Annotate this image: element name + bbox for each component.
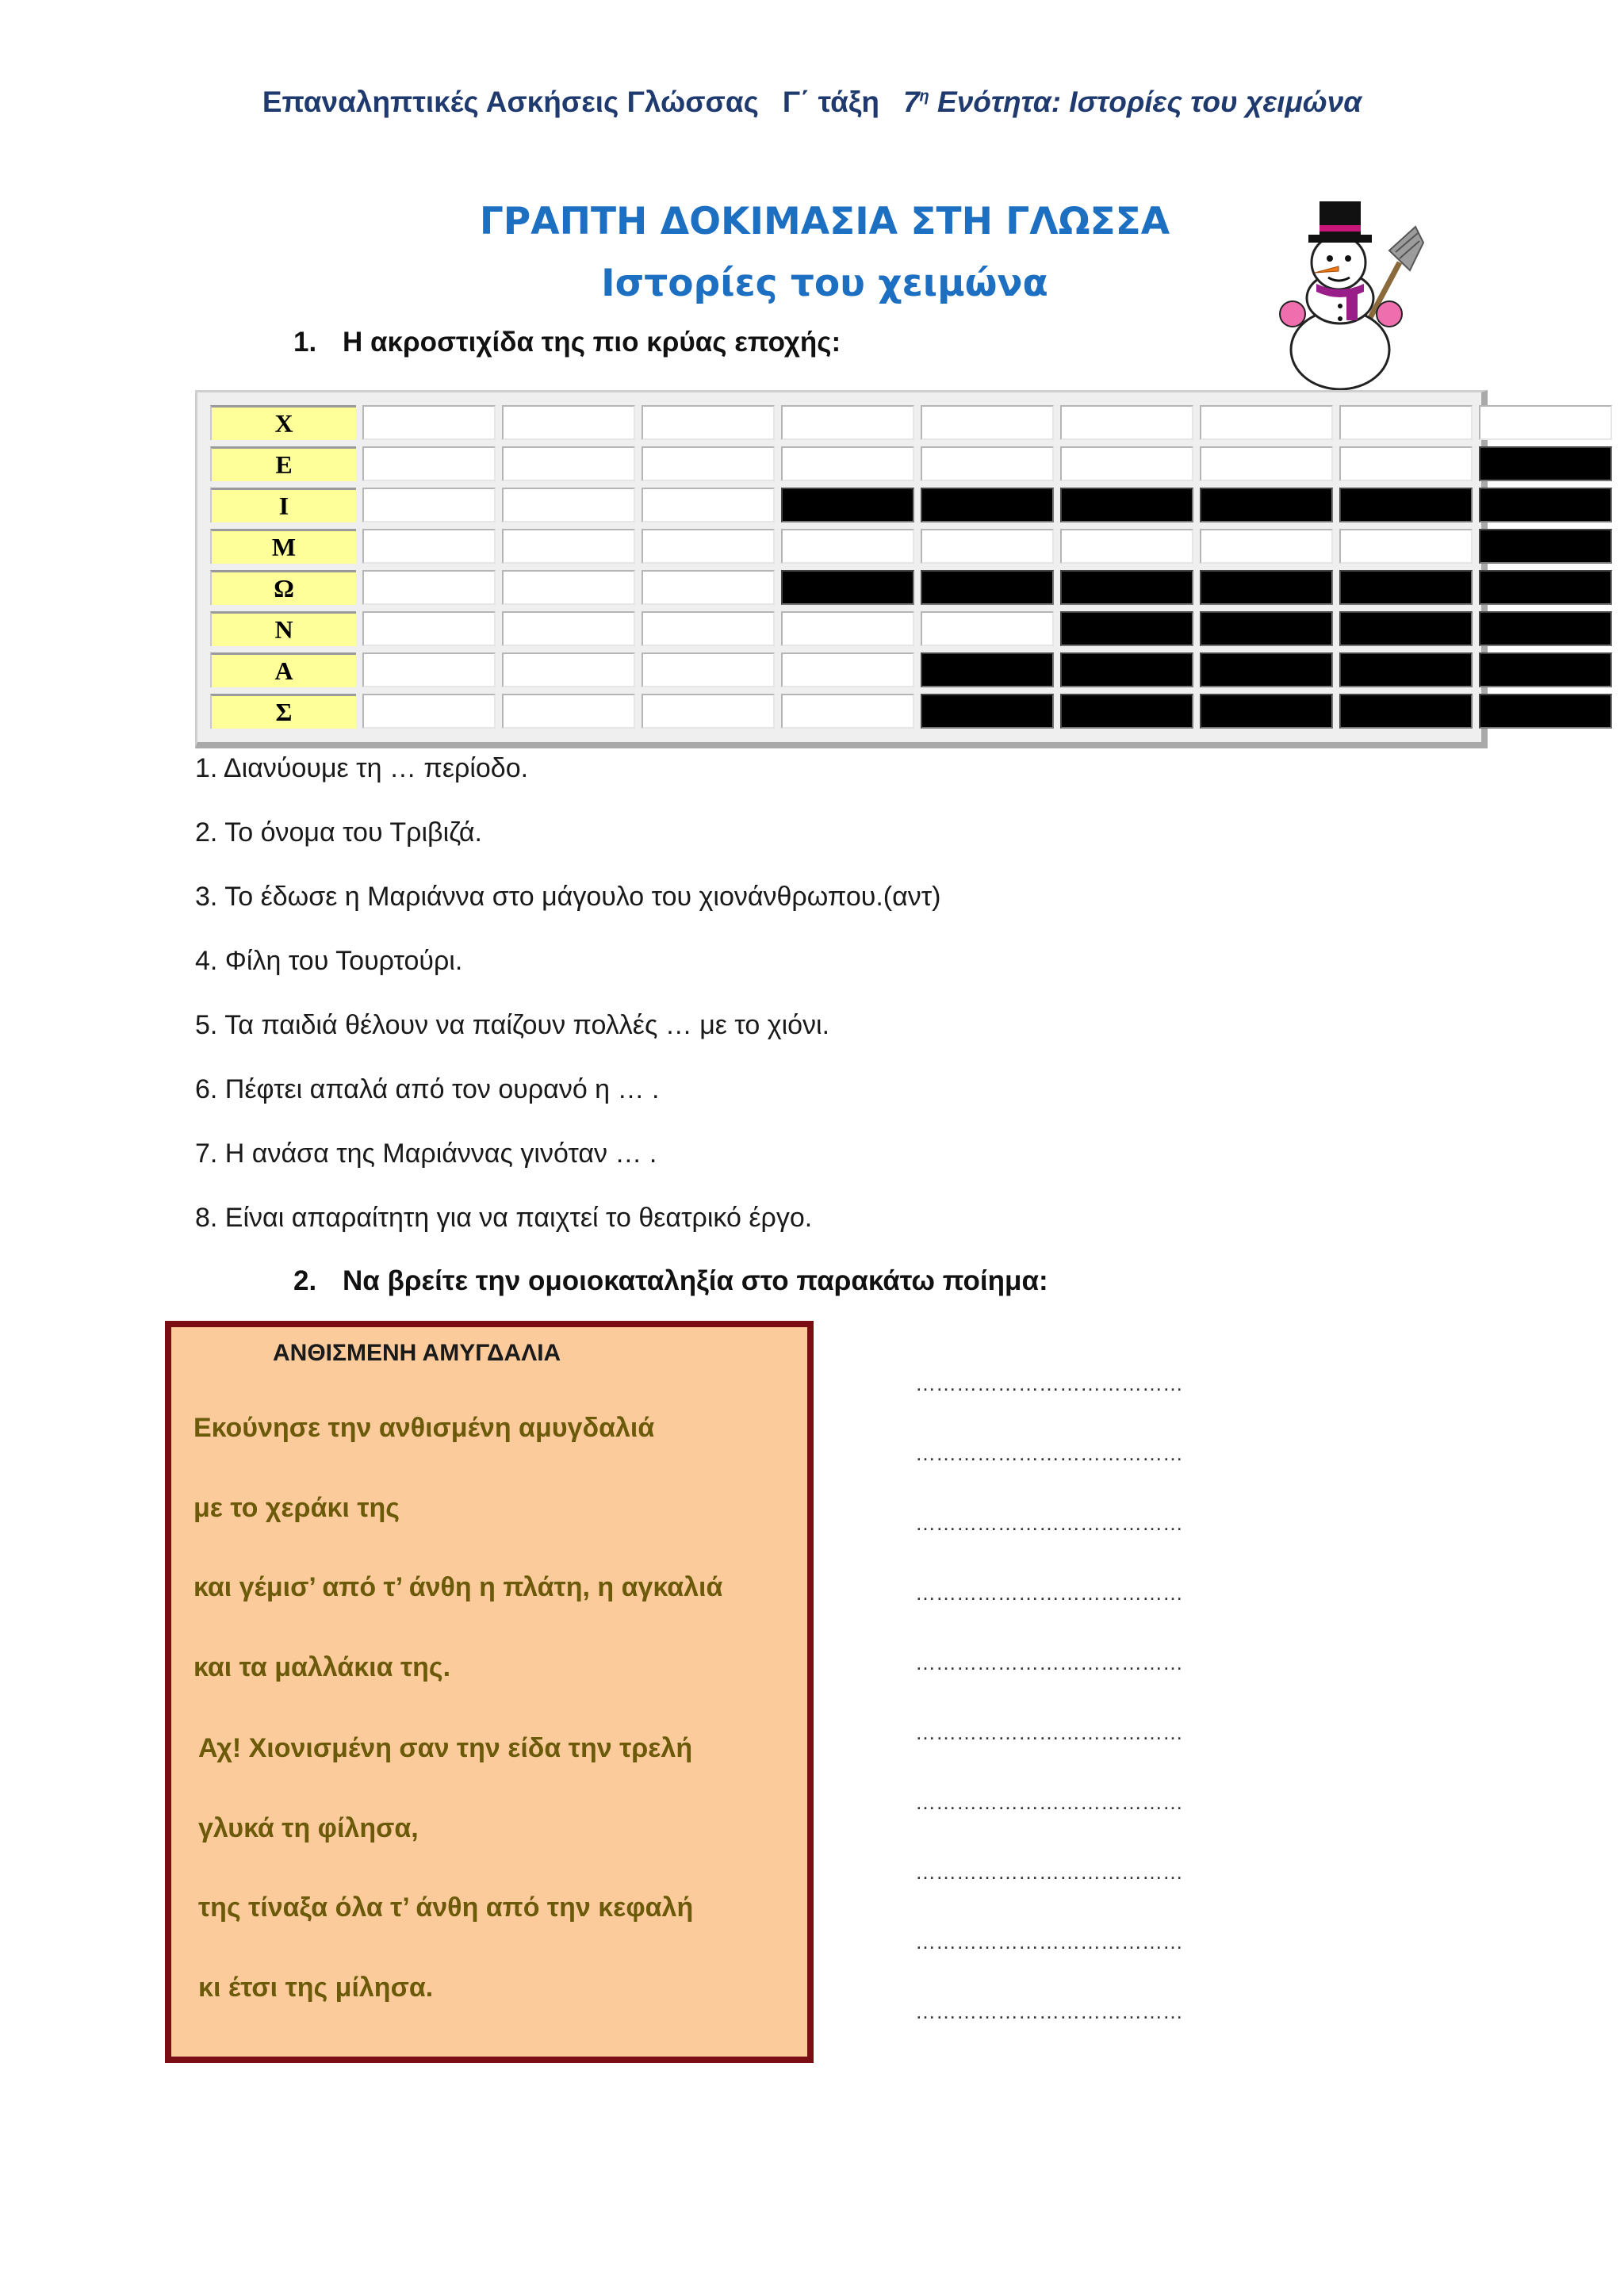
acrostic-letter-cell: Α <box>210 652 356 687</box>
acrostic-blocked-cell <box>921 570 1054 605</box>
page-header <box>0 86 1624 119</box>
acrostic-blocked-cell <box>1339 694 1473 729</box>
acrostic-blocked-cell <box>781 570 914 605</box>
acrostic-blocked-cell <box>1200 611 1333 646</box>
clue-item: 5. Τα παιδιά θέλουν να παίζουν πολλές … με το χιόνι. <box>195 1010 830 1040</box>
question-2-heading: 2. Να βρείτε την ομοιοκαταληξία στο παρακάτω ποίημα: <box>293 1265 1048 1296</box>
header-subject: Επαναληπτικές Ασκήσεις Γλώσσας <box>262 86 759 118</box>
acrostic-answer-cell[interactable] <box>1339 446 1473 481</box>
acrostic-answer-cell[interactable] <box>642 611 775 646</box>
acrostic-answer-cell[interactable] <box>502 570 635 605</box>
acrostic-blocked-cell <box>1060 694 1193 729</box>
acrostic-blocked-cell <box>1479 488 1612 522</box>
poem-line: και γέμισ’ από τ’ άνθη η πλάτη, η αγκαλιά <box>193 1572 723 1602</box>
acrostic-letter-cell: Ω <box>210 570 356 605</box>
clue-item: 4. Φίλη του Τουρτούρι. <box>195 946 463 976</box>
poem-line: της τίναξα όλα τ’ άνθη από την κεφαλή <box>198 1892 694 1923</box>
acrostic-blocked-cell <box>1479 570 1612 605</box>
acrostic-answer-cell[interactable] <box>1060 446 1193 481</box>
acrostic-blocked-cell <box>1479 446 1612 481</box>
acrostic-answer-cell[interactable] <box>781 652 914 687</box>
clue-item: 2. Το όνομα του Τριβιζά. <box>195 817 482 848</box>
acrostic-blocked-cell <box>921 652 1054 687</box>
acrostic-answer-cell[interactable] <box>781 611 914 646</box>
acrostic-answer-cell[interactable] <box>362 570 496 605</box>
acrostic-blocked-cell <box>1339 652 1473 687</box>
acrostic-answer-cell[interactable] <box>1060 529 1193 564</box>
acrostic-answer-cell[interactable] <box>921 446 1054 481</box>
acrostic-letter-cell: Ι <box>210 488 356 522</box>
poem-title: ΑΝΘΙΣΜΕΝΗ ΑΜΥΓΔΑΛΙΑ <box>273 1340 561 1366</box>
acrostic-answer-cell[interactable] <box>1200 529 1333 564</box>
acrostic-answer-cell[interactable] <box>642 694 775 729</box>
acrostic-answer-cell[interactable] <box>502 446 635 481</box>
acrostic-blocked-cell <box>1479 611 1612 646</box>
acrostic-letter-cell: Χ <box>210 405 356 440</box>
acrostic-answer-cell[interactable] <box>1339 405 1473 440</box>
answer-line[interactable]: ………………………………… <box>915 1441 1183 1465</box>
snowman-icon <box>1253 195 1435 393</box>
acrostic-blocked-cell <box>1200 488 1333 522</box>
header-grade: Γ΄ τάξη <box>782 86 879 118</box>
acrostic-answer-cell[interactable] <box>642 652 775 687</box>
acrostic-answer-cell[interactable] <box>1479 405 1612 440</box>
clue-item: 1. Διανύουμε τη … περίοδο. <box>195 753 529 783</box>
acrostic-answer-cell[interactable] <box>502 652 635 687</box>
acrostic-blocked-cell <box>1060 488 1193 522</box>
clue-item: 8. Είναι απαραίτητη για να παιχτεί το θεατρικό έργο. <box>195 1203 813 1233</box>
acrostic-answer-cell[interactable] <box>921 405 1054 440</box>
header-unit: $7^\eta$ Ενότητα: Ιστορίες του χειμώνα <box>902 86 1362 118</box>
answer-line[interactable]: ………………………………… <box>915 1720 1183 1744</box>
acrostic-answer-cell[interactable] <box>362 488 496 522</box>
acrostic-letter-cell: Σ <box>210 694 356 729</box>
acrostic-grid <box>195 390 1488 748</box>
acrostic-blocked-cell <box>1479 694 1612 729</box>
test-subtitle: Ιστορίες του χειμώνα <box>601 262 1048 305</box>
acrostic-blocked-cell <box>1200 652 1333 687</box>
acrostic-answer-cell[interactable] <box>642 446 775 481</box>
test-title: ΓΡΑΠΤΗ ΔΟΚΙΜΑΣΙΑ ΣΤΗ ΓΛΩΣΣΑ <box>479 200 1170 243</box>
poem-line: κι έτσι της μίλησα. <box>198 1973 434 2003</box>
acrostic-answer-cell[interactable] <box>1060 405 1193 440</box>
acrostic-blocked-cell <box>1060 611 1193 646</box>
acrostic-answer-cell[interactable] <box>502 694 635 729</box>
acrostic-answer-cell[interactable] <box>642 405 775 440</box>
acrostic-blocked-cell <box>781 488 914 522</box>
answer-line[interactable]: ………………………………… <box>915 1999 1183 2023</box>
acrostic-blocked-cell <box>921 694 1054 729</box>
poem-line: Αχ! Χιονισμένη σαν την είδα την τρελή <box>198 1733 693 1763</box>
acrostic-answer-cell[interactable] <box>502 488 635 522</box>
acrostic-blocked-cell <box>1339 488 1473 522</box>
acrostic-answer-cell[interactable] <box>781 405 914 440</box>
acrostic-answer-cell[interactable] <box>502 529 635 564</box>
acrostic-letter-cell: Ε <box>210 446 356 481</box>
acrostic-answer-cell[interactable] <box>362 446 496 481</box>
acrostic-answer-cell[interactable] <box>1339 529 1473 564</box>
acrostic-answer-cell[interactable] <box>362 694 496 729</box>
acrostic-answer-cell[interactable] <box>642 529 775 564</box>
clue-item: 6. Πέφτει απαλά από τον ουρανό η … . <box>195 1074 660 1104</box>
acrostic-letter-cell: Ν <box>210 611 356 646</box>
acrostic-answer-cell[interactable] <box>1200 446 1333 481</box>
clue-item: 3. Το έδωσε η Μαριάννα στο μάγουλο του χιονάνθρωπου.(αντ) <box>195 882 941 912</box>
acrostic-answer-cell[interactable] <box>642 570 775 605</box>
answer-line[interactable]: ………………………………… <box>915 1511 1183 1535</box>
answer-line[interactable]: ………………………………… <box>915 1372 1183 1395</box>
acrostic-answer-cell[interactable] <box>642 488 775 522</box>
acrostic-blocked-cell <box>1339 570 1473 605</box>
answer-line[interactable]: ………………………………… <box>915 1790 1183 1814</box>
acrostic-answer-cell[interactable] <box>781 446 914 481</box>
acrostic-answer-cell[interactable] <box>921 611 1054 646</box>
acrostic-answer-cell[interactable] <box>781 529 914 564</box>
poem-line: γλυκά τη φίλησα, <box>198 1813 419 1843</box>
acrostic-answer-cell[interactable] <box>502 405 635 440</box>
acrostic-blocked-cell <box>1060 652 1193 687</box>
acrostic-answer-cell[interactable] <box>502 611 635 646</box>
answer-line[interactable]: ………………………………… <box>915 1930 1183 1954</box>
acrostic-blocked-cell <box>1060 570 1193 605</box>
acrostic-blocked-cell <box>1339 611 1473 646</box>
answer-line[interactable]: ………………………………… <box>915 1651 1183 1674</box>
acrostic-blocked-cell <box>1200 694 1333 729</box>
acrostic-answer-cell[interactable] <box>362 529 496 564</box>
acrostic-answer-cell[interactable] <box>362 611 496 646</box>
acrostic-blocked-cell <box>921 488 1054 522</box>
acrostic-letter-cell: Μ <box>210 529 356 564</box>
poem-line: και τα μαλλάκια της. <box>193 1652 451 1682</box>
answer-line[interactable]: ………………………………… <box>915 1860 1183 1884</box>
poem-line: με το χεράκι της <box>193 1493 400 1523</box>
acrostic-answer-cell[interactable] <box>362 652 496 687</box>
acrostic-blocked-cell <box>1200 570 1333 605</box>
question-1-heading: 1. Η ακροστιχίδα της πιο κρύας εποχής: <box>293 327 841 358</box>
acrostic-answer-cell[interactable] <box>362 405 496 440</box>
acrostic-blocked-cell <box>1479 652 1612 687</box>
poem-line: Εκούνησε την ανθισμένη αμυγδαλιά <box>193 1413 655 1443</box>
acrostic-answer-cell[interactable] <box>1200 405 1333 440</box>
acrostic-answer-cell[interactable] <box>921 529 1054 564</box>
acrostic-blocked-cell <box>1479 529 1612 564</box>
clue-item: 7. Η ανάσα της Μαριάννας γινόταν … . <box>195 1138 657 1169</box>
answer-line[interactable]: ………………………………… <box>915 1581 1183 1605</box>
acrostic-answer-cell[interactable] <box>781 694 914 729</box>
